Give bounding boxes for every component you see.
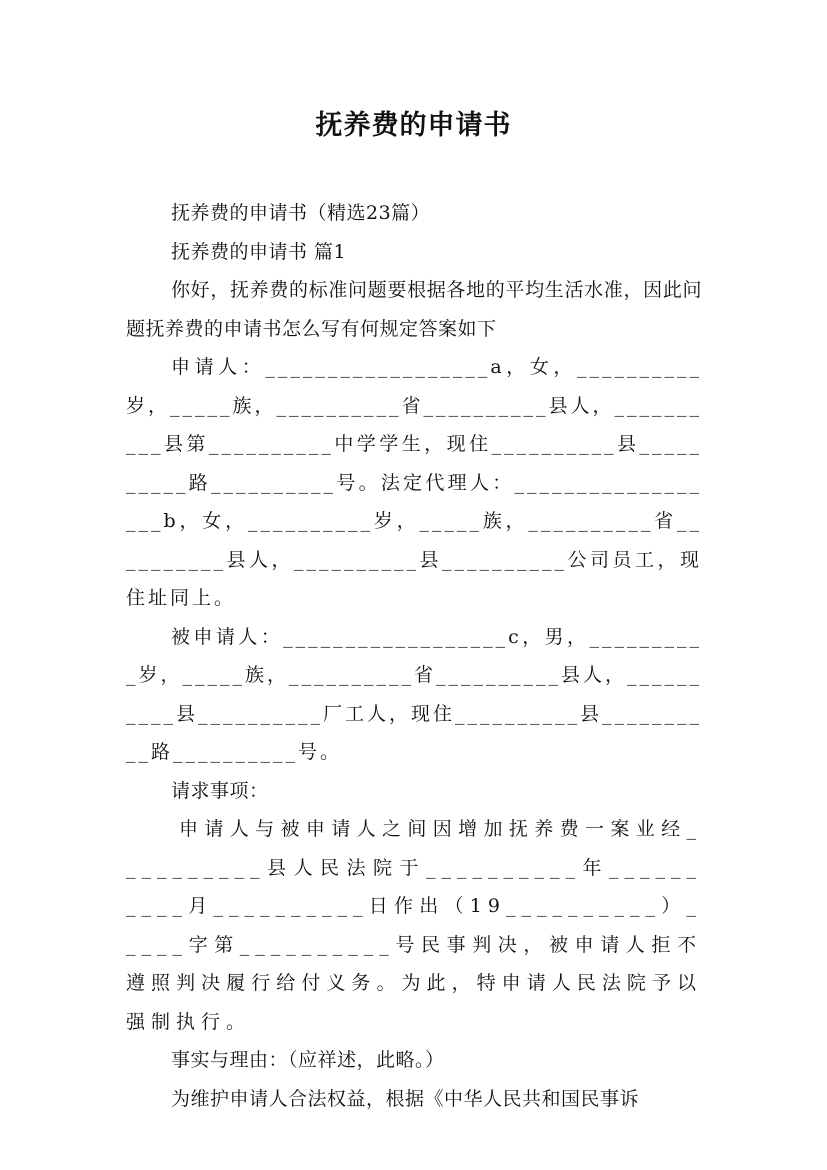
- paragraph-facts-heading: 事实与理由：（应祥述，此略。）: [171, 1049, 445, 1071]
- paragraph-legal-basis: 为维护申请人合法权益，根据《中华人民共和国民事诉: [171, 1087, 640, 1110]
- paragraph-section-heading: 抚养费的申请书 篇1: [171, 240, 347, 263]
- paragraph-request-body: 申请人与被申请人之间因增加抚养费一案业经__________县人民法院于__________年__________月__________日作出（19__________）_____字第__________号民事判决，被申请人拒不遵照判决履行给付义务。为此，特申请人民法院予以强制执行。: [126, 818, 702, 1033]
- paragraph-request-heading: 请求事项：: [171, 779, 269, 802]
- paragraph-applicant: 申请人：__________________a，女，__________岁，_____族，__________省__________县人，__________县第__________中学学生，现住__________县__________路__________号。法定代理人：__________________b，女，__________岁，_____族，__________省__________县人，__________县__________公司员工，现住址同上。: [126, 356, 703, 609]
- paragraph-subtitle: 抚养费的申请书（精选23篇）: [171, 202, 431, 224]
- document-title: 抚养费的申请书: [315, 110, 512, 141]
- document-body: [126, 194, 702, 1118]
- paragraph-intro: 你好，抚养费的标准问题要根据各地的平均生活水准，因此问题抚养费的申请书怎么写有何规定答案如下: [126, 279, 702, 340]
- paragraph-respondent: 被申请人：__________________c，男，__________岁，_____族，__________省__________县人，__________县__________厂工人，现住__________县__________路__________号。: [126, 625, 703, 763]
